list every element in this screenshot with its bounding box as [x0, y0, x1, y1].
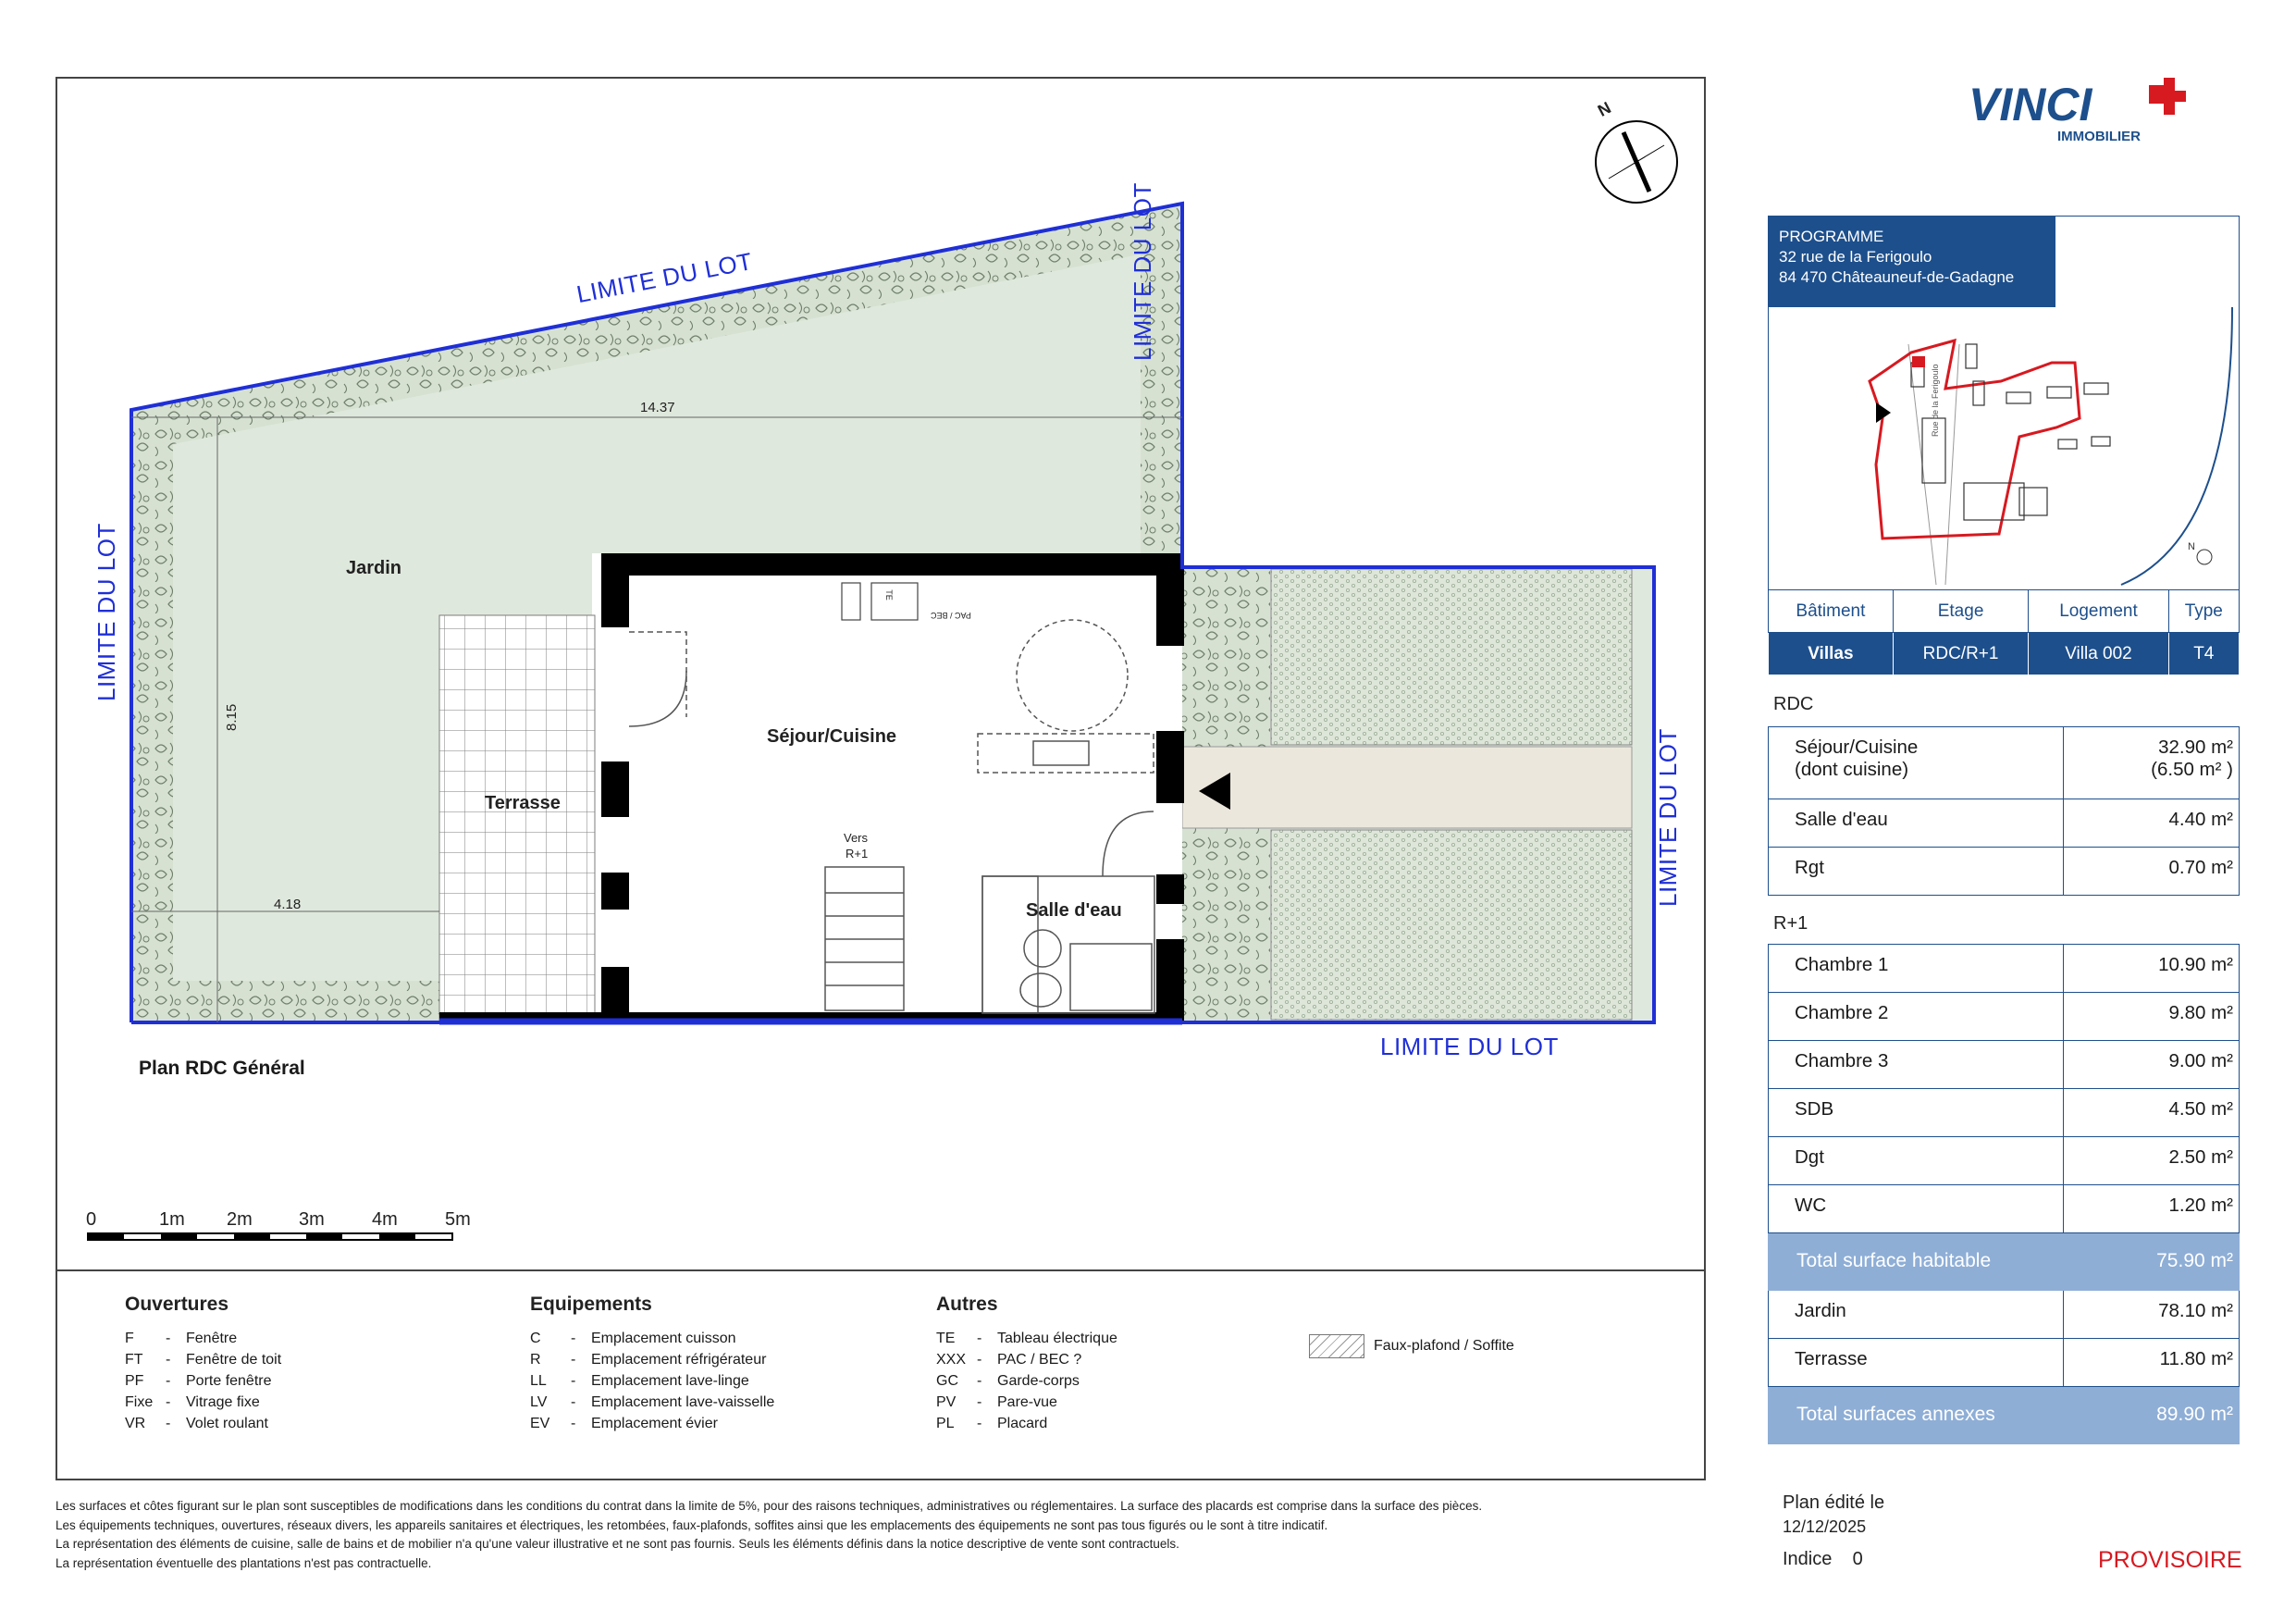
area-row [1769, 993, 2240, 1041]
pac-tag: PAC / BEC [931, 611, 971, 620]
legend-label: PAC / BEC ? [997, 1352, 1082, 1368]
programme-box [1768, 216, 2055, 307]
lot-label-bottom: LIMITE DU LOT [1380, 1033, 1559, 1060]
info-header-row [1769, 590, 2240, 633]
legend-code: PV [936, 1394, 957, 1410]
disclaimer [56, 1497, 1702, 1573]
total-annexes-label: Total surfaces annexes [1769, 1387, 2064, 1444]
access-path [1182, 747, 1632, 828]
indice-value: 0 [1852, 1549, 1863, 1569]
legend-label: Pare-vue [997, 1394, 1057, 1410]
te-tag: TE [883, 589, 894, 601]
area-value: 2.50 m² [2064, 1137, 2240, 1185]
paving-top [1271, 569, 1632, 745]
scale-bar [88, 1233, 452, 1240]
header-etage: Etage [1893, 590, 2029, 633]
area-value: 10.90 m² [2064, 945, 2240, 993]
total-habitable-label: Total surface habitable [1769, 1233, 2064, 1291]
legend-item: GC - Garde-corps [936, 1370, 1117, 1392]
floor-plan-drawing [57, 79, 1704, 1268]
rdc-area-table [1768, 726, 2240, 896]
area-value: 0.70 m² [2064, 848, 2240, 896]
scale-0: 0 [86, 1209, 97, 1230]
header-batiment: Bâtiment [1769, 590, 1894, 633]
legend-label: Fenêtre de toit [186, 1352, 282, 1368]
dim-height: 8.15 [224, 703, 240, 731]
area-row [1769, 945, 2240, 993]
value-etage: RDC/R+1 [1893, 633, 2029, 675]
legend-label: Emplacement cuisson [591, 1331, 736, 1346]
area-name: Chambre 1 [1769, 945, 2064, 993]
legend-code: R [530, 1352, 541, 1368]
legend-label: Emplacement réfrigérateur [591, 1352, 767, 1368]
faux-plafond-legend [1309, 1334, 1514, 1358]
rdc-title: RDC [1773, 694, 1814, 714]
area-name: Séjour/Cuisine (dont cuisine) [1769, 727, 2064, 799]
area-value: 32.90 m² (6.50 m² ) [2064, 727, 2240, 799]
area-row [1769, 727, 2240, 799]
area-row [1769, 1291, 2240, 1339]
hatch-swatch-icon [1309, 1334, 1364, 1358]
legend-ouvertures-title: Ouvertures [125, 1294, 229, 1315]
legend-item: LV - Emplacement lave-vaisselle [530, 1392, 774, 1413]
svg-text:IMMOBILIER: IMMOBILIER [2057, 129, 2141, 144]
north-label: N [1594, 98, 1614, 120]
scale-2: 2m [227, 1209, 253, 1230]
area-row [1769, 1185, 2240, 1233]
indice-label: Indice [1783, 1549, 1833, 1569]
room-sejour: Séjour/Cuisine [767, 726, 897, 747]
legend-label: Fenêtre [186, 1331, 238, 1346]
legend-item: R - Emplacement réfrigérateur [530, 1349, 774, 1370]
legend-item: FT - Fenêtre de toit [125, 1349, 281, 1370]
area-value: 1.20 m² [2064, 1185, 2240, 1233]
r1-title: R+1 [1773, 913, 1808, 934]
legend-code: GC [936, 1373, 958, 1389]
plan-divider [56, 1269, 1706, 1271]
legend-code: PF [125, 1373, 144, 1389]
legend-code: Fixe [125, 1394, 154, 1410]
legend-item: TE - Tableau électrique [936, 1328, 1117, 1349]
house-interior [592, 553, 1182, 1022]
value-logement: Villa 002 [2029, 633, 2168, 675]
total-habitable-row [1769, 1233, 2240, 1291]
dim-terrace: 4.18 [274, 897, 302, 912]
scale-4: 4m [372, 1209, 398, 1230]
dim-width: 14.37 [640, 400, 675, 415]
legend-code: LV [530, 1394, 548, 1410]
status-provisoire: PROVISOIRE [2098, 1547, 2242, 1573]
svg-text:VINCI: VINCI [1969, 79, 2092, 130]
plan-title: Plan RDC Général [139, 1058, 305, 1079]
terrace-tiles [439, 615, 595, 1022]
legend-item: Fixe - Vitrage fixe [125, 1392, 281, 1413]
area-name: Chambre 2 [1769, 993, 2064, 1041]
area-value: 9.80 m² [2064, 993, 2240, 1041]
programme-address-1: 32 rue de la Ferigoulo [1779, 248, 1932, 266]
legend-label: Emplacement lave-linge [591, 1373, 749, 1389]
legend-item: PV - Pare-vue [936, 1392, 1117, 1413]
area-row [1769, 1339, 2240, 1387]
legend-code: C [530, 1331, 541, 1346]
legend-item: F - Fenêtre [125, 1328, 281, 1349]
paving-bottom [1271, 830, 1632, 1020]
area-value: 11.80 m² [2064, 1339, 2240, 1387]
area-row [1769, 848, 2240, 896]
legend-code: F [125, 1331, 134, 1346]
legend-code: EV [530, 1416, 550, 1431]
legend-autres-title: Autres [936, 1294, 998, 1315]
area-name: SDB [1769, 1089, 2064, 1137]
legend-item: EV - Emplacement évier [530, 1413, 774, 1434]
legend-equipements-title: Equipements [530, 1294, 652, 1315]
legend-code: XXX [936, 1352, 967, 1368]
area-name: Dgt [1769, 1137, 2064, 1185]
north-arrow [1596, 121, 1677, 203]
legend-item: PF - Porte fenêtre [125, 1370, 281, 1392]
header-logement: Logement [2029, 590, 2168, 633]
lot-label-right: LIMITE DU LOT [1654, 728, 1682, 907]
programme-address-2: 84 470 Châteauneuf-de-Gadagne [1779, 268, 2015, 286]
scale-3: 3m [299, 1209, 325, 1230]
legend-item: LL - Emplacement lave-linge [530, 1370, 774, 1392]
edit-date: 12/12/2025 [1783, 1517, 1867, 1536]
legend-label: Porte fenêtre [186, 1373, 272, 1389]
legend-ouvertures [125, 1294, 281, 1434]
site-boundary [1870, 340, 2080, 539]
svg-text:N: N [2188, 541, 2195, 552]
legend-label: Volet roulant [186, 1416, 268, 1431]
info-table [1768, 589, 2240, 675]
legend-autres [936, 1294, 1117, 1434]
legend-code: VR [125, 1416, 146, 1431]
room-terrasse: Terrasse [485, 793, 561, 813]
legend-label: Tableau électrique [997, 1331, 1117, 1346]
disclaimer-line: Les surfaces et côtes figurant sur le plan sont susceptibles de modifications dans les conditions du contrat dans la limite de 5%, pour des raisons techniques, administratives ou réglementaires. La surface des placards est comprise dans la surface des pièces. [56, 1499, 1483, 1513]
stairs-label-1: Vers [844, 831, 869, 845]
value-batiment: Villas [1769, 633, 1894, 675]
legend-code: LL [530, 1373, 547, 1389]
faux-plafond-label: Faux-plafond / Soffite [1374, 1338, 1514, 1354]
area-name: Chambre 3 [1769, 1041, 2064, 1089]
scale-1: 1m [159, 1209, 185, 1230]
area-name: Terrasse [1769, 1339, 2064, 1387]
room-jardin: Jardin [346, 558, 402, 578]
area-row [1769, 1041, 2240, 1089]
legend-code: TE [936, 1331, 956, 1346]
legend-equipements [530, 1294, 774, 1434]
total-habitable-value: 75.90 m² [2064, 1233, 2240, 1291]
stairs-label-2: R+1 [846, 847, 869, 861]
lot-label-top: LIMITE DU LOT [574, 246, 755, 309]
area-value: 4.40 m² [2064, 799, 2240, 848]
area-name: Jardin [1769, 1291, 2064, 1339]
lot-label-left: LIMITE DU LOT [93, 523, 120, 701]
legend-code: PL [936, 1416, 955, 1431]
area-value: 78.10 m² [2064, 1291, 2240, 1339]
area-row [1769, 1137, 2240, 1185]
legend-item: PL - Placard [936, 1413, 1117, 1434]
area-row [1769, 1089, 2240, 1137]
legend-label: Emplacement lave-vaisselle [591, 1394, 775, 1410]
header-type: Type [2168, 590, 2239, 633]
edit-label: Plan édité le [1783, 1492, 1885, 1513]
legend-item: VR - Volet roulant [125, 1413, 281, 1434]
total-annexes-value: 89.90 m² [2064, 1387, 2240, 1444]
site-plan-map [1770, 307, 2238, 588]
legend-label: Placard [997, 1416, 1048, 1431]
total-annexes-row [1769, 1387, 2240, 1444]
vinci-logo [1969, 74, 2246, 148]
disclaimer-line: Les équipements techniques, ouvertures, réseaux divers, les appareils sanitaires et électriques, les retombées, faux-plafonds, soffites ainsi que les emplacements des équipements ne sont pas tous figurés ou le sont à titre indicatif. [56, 1517, 1328, 1532]
indice [1783, 1549, 1863, 1570]
area-name: Salle d'eau [1769, 799, 2064, 848]
area-name: WC [1769, 1185, 2064, 1233]
svg-text:Rue de la Ferigoulo: Rue de la Ferigoulo [1931, 364, 1940, 437]
disclaimer-line: La représentation éventuelle des plantations n'est pas contractuelle. [56, 1555, 432, 1570]
lot-label-right-top: LIMITE DU LOT [1129, 182, 1156, 361]
villa-marker [1912, 356, 1925, 367]
legend-label: Garde-corps [997, 1373, 1080, 1389]
legend-label: Vitrage fixe [186, 1394, 260, 1410]
room-salle-eau: Salle d'eau [1026, 900, 1122, 921]
disclaimer-line: La représentation des éléments de cuisine, salle de bains et de mobilier n'a qu'une valeur illustrative et ne sont pas fournis. Seuls les éléments définis dans la notice descriptive de vente sont contractuels. [56, 1537, 1179, 1551]
r1-area-table [1768, 944, 2240, 1444]
info-value-row [1769, 633, 2240, 675]
scale-5: 5m [445, 1209, 471, 1230]
area-row [1769, 799, 2240, 848]
programme-title: PROGRAMME [1779, 228, 1884, 245]
area-name: Rgt [1769, 848, 2064, 896]
area-value: 9.00 m² [2064, 1041, 2240, 1089]
value-type: T4 [2168, 633, 2239, 675]
legend-label: Emplacement évier [591, 1416, 718, 1431]
legend-item: C - Emplacement cuisson [530, 1328, 774, 1349]
legend-code: FT [125, 1352, 143, 1368]
area-value: 4.50 m² [2064, 1089, 2240, 1137]
legend-item: XXX - PAC / BEC ? [936, 1349, 1117, 1370]
